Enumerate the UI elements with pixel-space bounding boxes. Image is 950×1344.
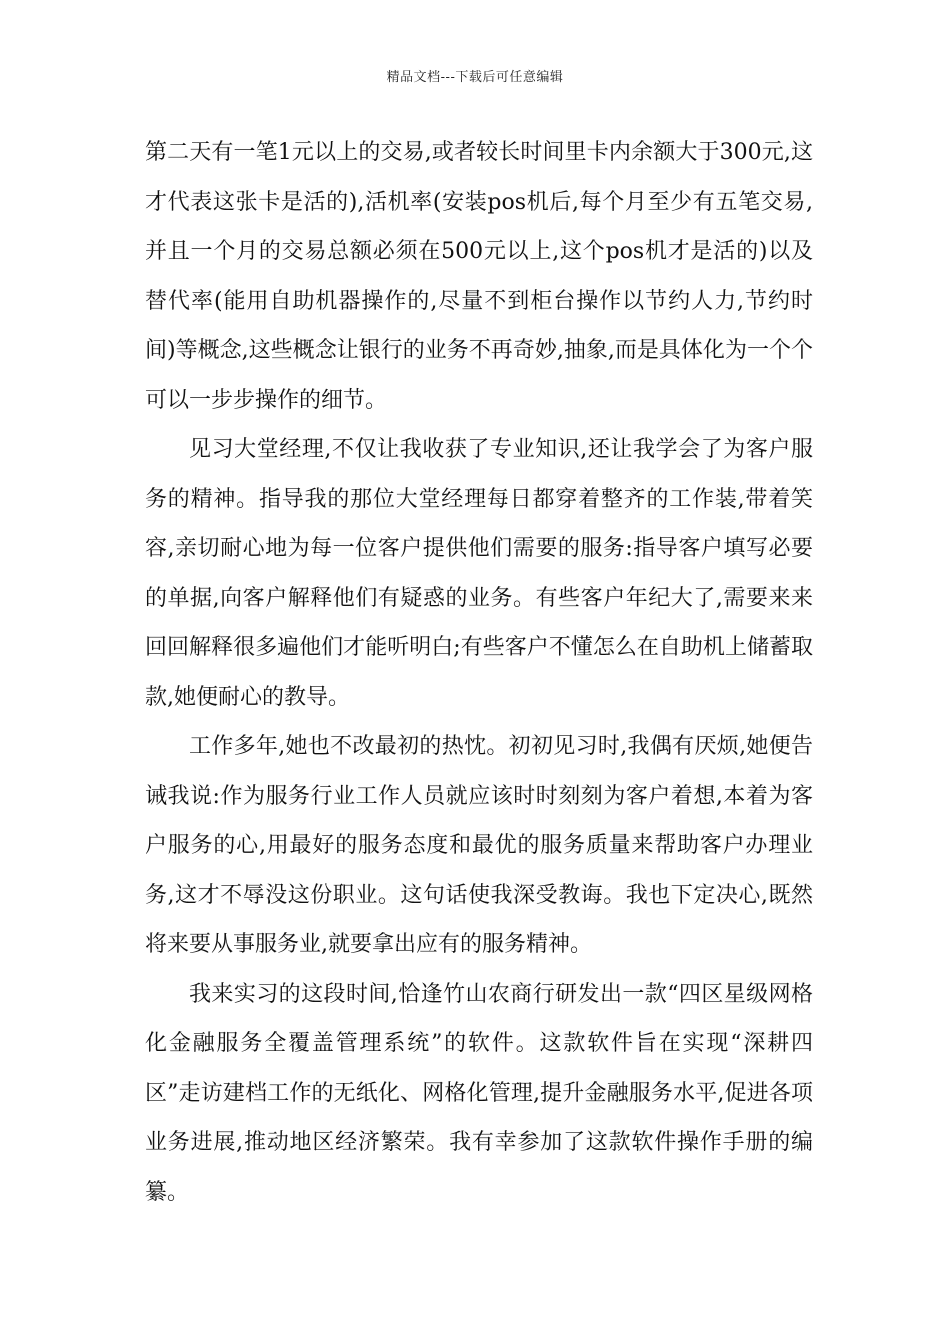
paragraph-1: 第二天有一笔1元以上的交易,或者较长时间里卡内余额大于300元,这才代表这张卡是活的),活机率(安装pos机后,每个月至少有五笔交易,并且一个月的交易总额必须在500元以上,这个pos机才是活的)以及替代率(能用自助机器操作的,尽量不到柜台操作以节约人力,节约时间)等概念,这些概念让银行的业务不再奇妙,抽象,而是具体化为一个个可以一步步操作的细节。 xyxy=(145,140,813,413)
paragraph-3: 工作多年,她也不改最初的热忱。初初见习时,我偶有厌烦,她便告诫我说:作为服务行业工作人员就应该时时刻刻为客户着想,本着为客户服务的心,用最好的服务态度和最优的服务质量来帮助客户办理业务,这才不辱没这份职业。这句话使我深受教诲。我也下定决心,既然将来要从事服务业,就要拿出应有的服务精神。 xyxy=(145,734,813,957)
paragraph-4: 我来实习的这段时间,恰逢竹山农商行研发出一款“四区星级网格化金融服务全覆盖管理系统”的软件。这款软件旨在实现“深耕四区”走访建档工作的无纸化、网格化管理,提升金融服务水平,促进各项业务进展,推动地区经济繁荣。我有幸参加了这款软件操作手册的编纂。 xyxy=(145,981,813,1205)
document-body xyxy=(145,128,813,1217)
page-header: 精品文档---下载后可任意编辑 xyxy=(386,70,564,85)
paragraph-2: 见习大堂经理,不仅让我收获了专业知识,还让我学会了为客户服务的精神。指导我的那位大堂经理每日都穿着整齐的工作装,带着笑容,亲切耐心地为每一位客户提供他们需要的服务:指导客户填写必要的单据,向客户解释他们有疑惑的业务。有些客户年纪大了,需要来来回回解释很多遍他们才能听明白;有些客户不懂怎么在自助机上储蓄取款,她便耐心的教导。 xyxy=(145,437,813,710)
